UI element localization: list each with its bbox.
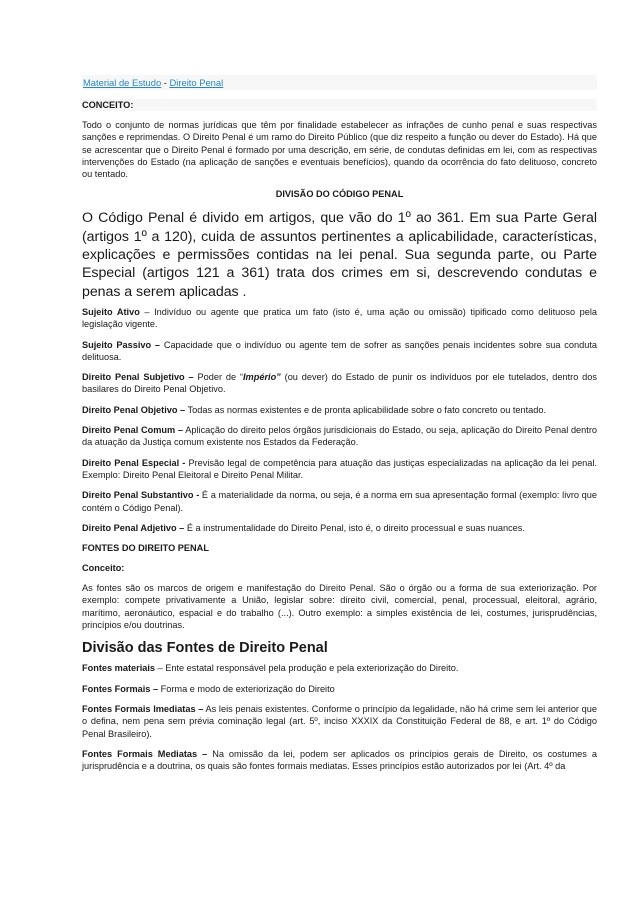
def-fontes-formais-mediatas: [82, 748, 597, 773]
def-term: Sujeito Ativo: [82, 306, 140, 317]
conceito-text: Todo o conjunto de normas jurídicas que têm por finalidade estabelecer as infrações de cunho penal e suas respectivas sanções e reprimendas. O Direito Penal é um ramo do Direito Público (que diz respeito a função ou dever do Estado). Há que se acrescentar que o Direito Penal é formado por uma descrição, em série, de condutas definidas em lei, com as respectivas intervenções do Estado (na aplicação de sanções e eventuais benefícios), quando da ocorrência do fato delituoso, concreto ou tentado.: [82, 120, 597, 180]
def-text: (ou dever) do Estado de punir os indivíduos por ele tutelados, dentro dos basilares do Direito Penal Objetivo.: [82, 372, 597, 395]
def-text: É a instrumentalidade do Direito Penal, isto é, o direito processual e suas nuances.: [184, 522, 525, 533]
def-term: Sujeito Passivo –: [82, 339, 161, 350]
def-term: Direito Penal Subjetivo –: [82, 372, 194, 383]
breadcrumb-link-material[interactable]: Material de Estudo: [83, 77, 162, 88]
divisao-heading: DIVISÃO DO CÓDIGO PENAL: [275, 189, 404, 200]
fontes-conceito-text: As fontes são os marcos de origem e manifestação do Direito Penal. São o órgão ou a forma de sua exteriorização. Por exemplo: compete privativamente a União, legislar sobre: direito civil, comercial, penal, processual, eleitoral, agrário, marítimo, aeronáutico, espacial e do trabalho (...). Outro exemplo: a simples existência de lei, costumes, jurisprudências, princípios e/ou doutrinas.: [82, 583, 597, 631]
document-page: [82, 75, 597, 780]
def-direito-penal-comum: [82, 424, 597, 449]
def-term: Fontes Formais Imediatas –: [82, 703, 204, 714]
def-text: As leis penais existentes. Conforme o princípio da legalidade, não há crime sem lei anterior que o defina, nem pena sem prévia cominação legal (art. 5º, inciso XXXIX da Constituição Federal de 88, e art. 1º do Código Penal Brasileiro).: [82, 703, 597, 739]
def-direito-penal-objetivo: [82, 404, 597, 416]
def-term: Direito Penal Comum –: [82, 425, 184, 436]
def-emphasis: Império”: [243, 372, 281, 383]
def-direito-penal-substantivo: [82, 489, 597, 514]
breadcrumb-link-direito-penal[interactable]: Direito Penal: [169, 77, 224, 88]
def-text: Previsão legal de competência para atuação das justiças especializadas na aplicação da lei penal. Exemplo: Direito Penal Eleitoral e Direito Penal Militar.: [82, 457, 597, 480]
def-term: Direito Penal Substantivo -: [82, 490, 200, 501]
def-fontes-formais: [82, 683, 597, 695]
def-text: Forma e modo de exteriorização do Direito: [158, 683, 335, 694]
def-fontes-materiais: [82, 662, 597, 674]
def-direito-penal-especial: [82, 457, 597, 482]
def-term: Fontes Formais –: [82, 683, 159, 694]
def-term: Fontes materiais: [82, 663, 156, 674]
def-text: – Ente estatal responsável pela produção e pela exteriorização do Direito.: [155, 663, 459, 674]
def-sujeito-ativo: [82, 306, 597, 331]
def-direito-penal-subjetivo: [82, 371, 597, 396]
def-fontes-formais-imediatas: [82, 703, 597, 740]
divisao-lead: O Código Penal é divido em artigos, que vão do 1º ao 361. Em sua Parte Geral (artigos 1º a 120), cuida de assuntos pertinentes a aplicabilidade, características, explicações e permissões contidas na lei penal. Sua segunda parte, ou Parte Especial (artigos 121 a 361) trata dos crimes em si, descrevendo condutas e penas a serem aplicadas .: [82, 210, 597, 300]
def-text: É a materialidade da norma, ou seja, é a norma em sua apresentação formal (exemplo: livro que contém o Código Penal).: [82, 490, 597, 513]
def-pre: Poder de “: [193, 372, 243, 383]
divisao-fontes-heading: Divisão das Fontes de Direito Penal: [82, 640, 328, 657]
fontes-conceito-heading: Conceito:: [82, 563, 125, 574]
def-term: Direito Penal Especial -: [82, 457, 186, 468]
def-text: – Indivíduo ou agente que pratica um fato (isto é, uma ação ou omissão) tipificado como delituoso pela legislação vigente.: [82, 306, 597, 330]
def-text: Aplicação do direito pelos órgãos jurisdicionais do Estado, ou seja, aplicação do Direito Penal dentro da atuação da Justiça comum existente nos Estados da Federação.: [82, 425, 597, 448]
def-text: Capacidade que o indivíduo ou agente tem de sofrer as sanções penais incidentes sobre sua conduta delituosa.: [82, 339, 597, 362]
def-text: Na omissão da lei, podem ser aplicados os princípios gerais de Direito, os costumes a jurisprudência e a doutrina, os quais são fontes formais mediatas. Esses princípios estão autorizados por lei (Art. 4º da: [82, 748, 597, 772]
breadcrumb-separator: -: [161, 77, 170, 88]
conceito-heading: CONCEITO:: [82, 99, 597, 111]
def-direito-penal-adjetivo: [82, 522, 597, 534]
def-term: Direito Penal Adjetivo –: [82, 522, 185, 533]
def-term: Direito Penal Objetivo –: [82, 404, 186, 415]
breadcrumb: [82, 75, 597, 90]
def-term: Fontes Formais Mediatas –: [82, 748, 208, 759]
fontes-heading: FONTES DO DIREITO PENAL: [82, 543, 209, 554]
def-sujeito-passivo: [82, 339, 597, 364]
def-text: Todas as normas existentes e de pronta aplicabilidade sobre o fato concreto ou tentado.: [185, 404, 547, 415]
